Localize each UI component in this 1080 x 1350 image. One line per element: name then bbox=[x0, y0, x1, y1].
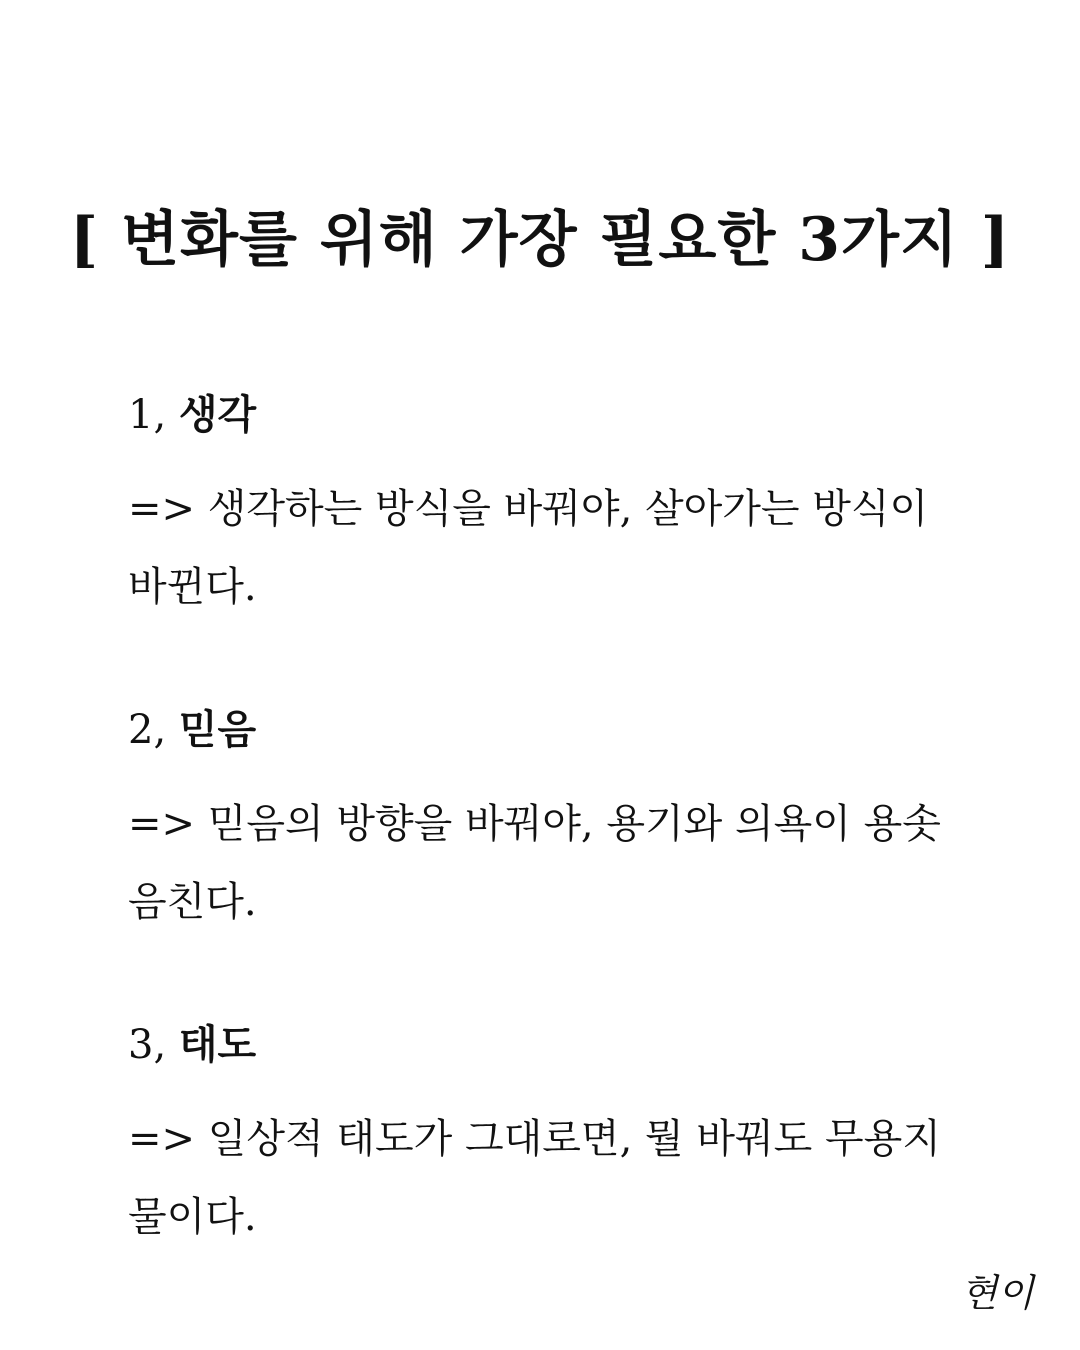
section-body: => 생각하는 방식을 바꿔야, 살아가는 방식이 바뀐다. bbox=[128, 486, 929, 610]
section-keyword: 생각 bbox=[178, 391, 257, 438]
author-signature: 현이 bbox=[960, 1271, 1034, 1315]
section-body: => 일상적 태도가 그대로면, 뭘 바꿔도 무용지물이다. bbox=[128, 1116, 941, 1240]
section-heading bbox=[128, 1020, 968, 1070]
section-belief bbox=[128, 705, 968, 941]
section-keyword: 믿음 bbox=[178, 706, 257, 753]
section-thought bbox=[128, 390, 968, 626]
page-title: [ 변화를 위해 가장 필요한 3가지 ] bbox=[69, 205, 1011, 275]
section-keyword: 태도 bbox=[178, 1021, 257, 1068]
section-number: 3, bbox=[128, 1022, 167, 1068]
section-attitude bbox=[128, 1020, 968, 1256]
section-body: => 믿음의 방향을 바꿔야, 용기와 의욕이 용솟음친다. bbox=[128, 801, 941, 925]
section-heading bbox=[128, 705, 968, 755]
section-heading bbox=[128, 390, 968, 440]
section-number: 1, bbox=[128, 392, 167, 438]
section-number: 2, bbox=[128, 707, 167, 753]
